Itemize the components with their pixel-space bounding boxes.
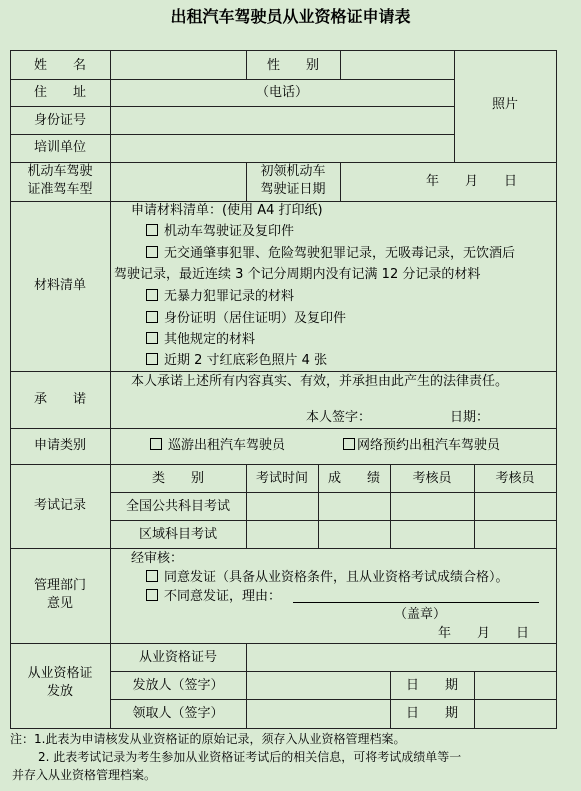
materials-label: 材料清单: [33, 278, 86, 293]
cert-number-field[interactable]: [247, 644, 555, 671]
material-item-continuation: 驾驶记录，最近连续 3 个记分周期内没有记满 12 分记录的材料: [114, 267, 481, 282]
training-unit-field[interactable]: [111, 135, 453, 162]
note-1: 注：1.此表为申请核发从业资格证的原始记录，须存入从业资格管理档案。: [10, 732, 406, 746]
receiver-label: 领取人（签字）: [132, 706, 224, 721]
promise-text: 本人承诺上述所有内容真实、有效，并承担由此产生的法律责任。: [131, 374, 509, 389]
checkbox-icon[interactable]: [146, 224, 158, 236]
review-header: 经审核：: [131, 551, 184, 566]
address-label: 住 址: [33, 85, 86, 100]
material-item[interactable]: 机动车驾驶证及复印件: [146, 224, 294, 240]
exam-col-header: 成 绩: [327, 471, 380, 486]
exam-col-header: 类 别: [151, 471, 204, 486]
first-license-date-field[interactable]: 年 月 日: [426, 174, 518, 189]
checkbox-icon[interactable]: [343, 438, 355, 450]
receive-date-label: 日 期: [405, 706, 458, 721]
form-title: 出租汽车驾驶员从业资格证申请表: [170, 7, 411, 26]
license-type-field[interactable]: [111, 163, 245, 201]
checkbox-icon[interactable]: [146, 311, 158, 323]
checkbox-icon[interactable]: [150, 438, 162, 450]
reject-reason-line[interactable]: [293, 602, 539, 603]
category-label: 申请类别: [33, 438, 86, 453]
material-item[interactable]: 无交通肇事犯罪、危险驾驶犯罪记录，无吸毒记录，无饮酒后: [146, 246, 515, 262]
cert-number-label: 从业资格证号: [138, 650, 217, 665]
category-option-cruise[interactable]: 巡游出租汽车驾驶员: [150, 438, 285, 454]
material-item[interactable]: 身份证明（居住证明）及复印件: [146, 311, 346, 327]
checkbox-icon[interactable]: [146, 570, 158, 582]
exam-col-header: 考核员: [495, 471, 535, 486]
exam-row-label: 区域科目考试: [138, 527, 217, 542]
material-item[interactable]: 无暴力犯罪记录的材料: [146, 289, 294, 305]
promise-date-label: 日期：: [450, 410, 490, 425]
note-2-continuation: 并存入从业资格管理档案。: [12, 768, 157, 782]
photo-box: 照片: [491, 97, 518, 112]
idcard-label: 身份证号: [33, 113, 86, 128]
category-option-online[interactable]: 网络预约出租汽车驾驶员: [343, 438, 500, 454]
materials-header: 申请材料清单：(使用 A4 打印纸): [131, 203, 323, 218]
license-type-label-1: 机动车驾驶: [27, 164, 93, 179]
issue-label-2: 发放: [46, 684, 73, 699]
review-date: 年 月 日: [438, 626, 530, 641]
checkbox-icon[interactable]: [146, 246, 158, 258]
reject-option[interactable]: 不同意发证，理由：: [146, 589, 281, 605]
issue-date-label: 日 期: [405, 678, 458, 693]
name-field[interactable]: [111, 51, 245, 79]
first-license-date-label-1: 初领机动车: [260, 164, 326, 179]
gender-label: 性 别: [266, 58, 319, 73]
issuer-label: 发放人（签字）: [132, 678, 224, 693]
note-2: 2. 此表考试记录为考生参加从业资格证考试后的相关信息，可将考试成绩单等一: [38, 750, 462, 764]
gender-field[interactable]: [341, 51, 453, 79]
idcard-field[interactable]: [111, 107, 453, 134]
exam-label: 考试记录: [33, 498, 86, 513]
review-label-2: 意见: [46, 596, 73, 611]
training-unit-label: 培训单位: [33, 140, 86, 155]
exam-col-header: 考试时间: [255, 471, 308, 486]
exam-row-label: 全国公共科目考试: [125, 499, 230, 514]
checkbox-icon[interactable]: [146, 332, 158, 344]
material-item[interactable]: 近期 2 寸红底彩色照片 4 张: [146, 353, 327, 369]
signature-label: 本人签字：: [306, 410, 372, 425]
review-label-1: 管理部门: [33, 578, 86, 593]
name-label: 姓 名: [33, 58, 86, 73]
material-item[interactable]: 其他规定的材料: [146, 332, 255, 348]
checkbox-icon[interactable]: [146, 353, 158, 365]
license-type-label-2: 证准驾车型: [27, 182, 93, 197]
approve-option[interactable]: 同意发证（具备从业资格条件，且从业资格考试成绩合格）。: [146, 570, 509, 586]
exam-col-header: 考核员: [412, 471, 452, 486]
address-field[interactable]: （电话）: [255, 85, 308, 100]
checkbox-icon[interactable]: [146, 289, 158, 301]
issue-label-1: 从业资格证: [27, 666, 93, 681]
checkbox-icon[interactable]: [146, 589, 158, 601]
first-license-date-label-2: 驾驶证日期: [260, 182, 326, 197]
promise-label: 承 诺: [33, 392, 86, 407]
seal-label: （盖章）: [394, 607, 447, 622]
